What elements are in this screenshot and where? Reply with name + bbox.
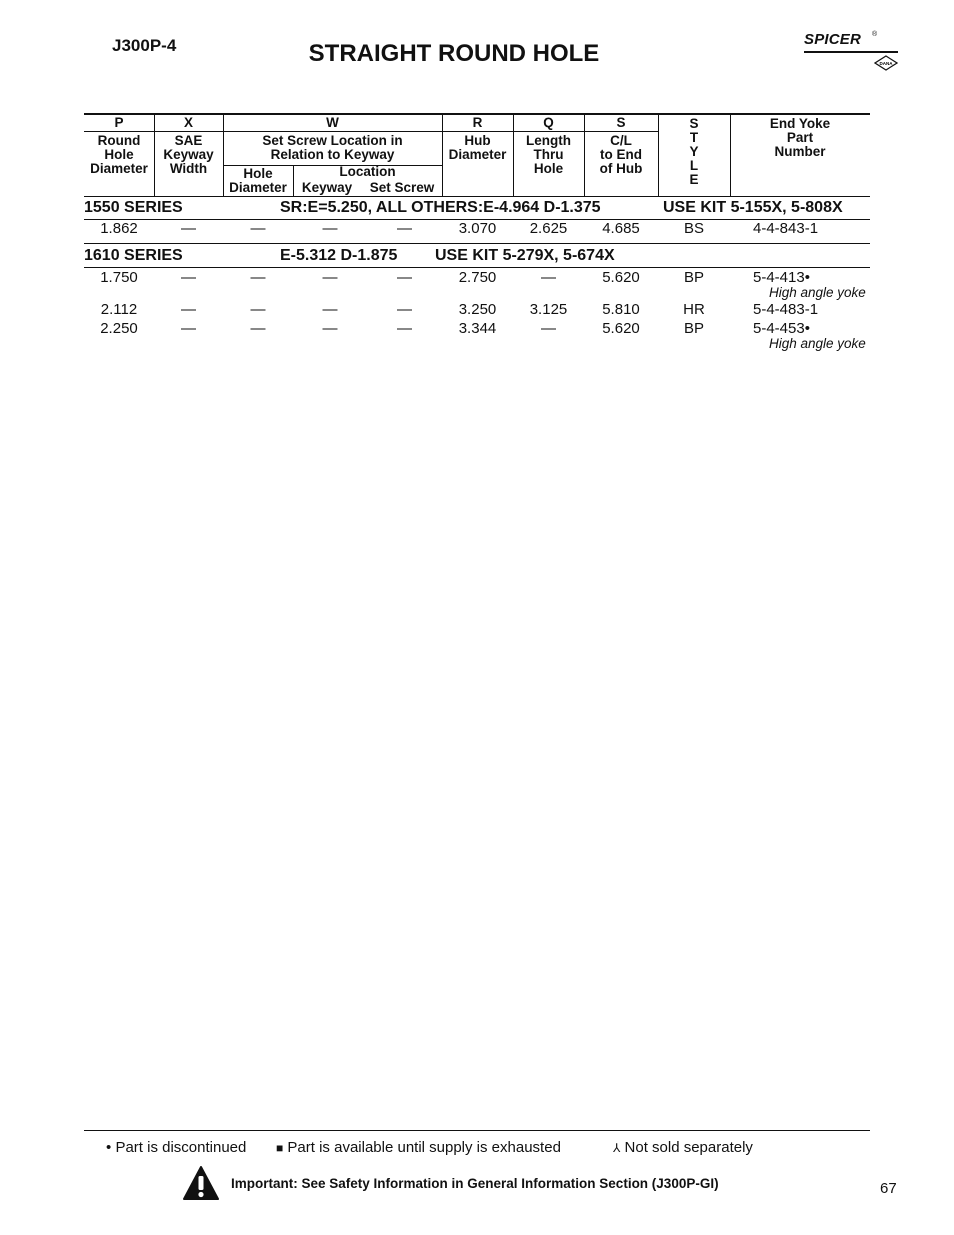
col-desc-q: Length Thru Hole <box>526 133 571 176</box>
logo-underline <box>804 51 898 53</box>
cell-part: 5-4-483-1 <box>753 301 819 318</box>
warning-triangle-icon <box>183 1165 219 1201</box>
col-desc-end-yoke: End Yoke Part Number <box>769 116 831 159</box>
col-desc-w-hole: Hole Diameter <box>229 166 287 195</box>
cell-part: 4-4-843-1 <box>753 220 819 237</box>
legend-not-sold <box>613 1139 753 1156</box>
col-letter-w: W <box>326 115 339 130</box>
series-name: 1550 SERIES <box>84 199 183 216</box>
document-code: J300P-4 <box>112 36 177 55</box>
cell-s: 5.620 <box>602 269 640 286</box>
cell-x: — <box>181 220 196 237</box>
col-desc-w-keyway: Keyway <box>301 180 353 195</box>
cell-q: — <box>541 269 556 286</box>
series-kit: USE KIT 5-279X, 5-674X <box>435 247 615 264</box>
cell-q: 2.625 <box>529 220 568 237</box>
legend-text: Not sold separately <box>624 1139 753 1156</box>
cell-p: 1.750 <box>100 269 138 286</box>
cell-part: 5-4-453• <box>753 320 810 337</box>
page-number: 67 <box>880 1180 897 1197</box>
logo-registered: ® <box>872 31 878 38</box>
cell-style: BP <box>683 269 704 286</box>
cell-part: 5-4-413• <box>753 269 810 286</box>
cell-style: HR <box>683 301 705 318</box>
cell-s: 4.685 <box>602 220 640 237</box>
cell-w-hole: — <box>250 269 266 286</box>
table-row <box>84 321 870 353</box>
cell-w-hole: — <box>250 301 266 318</box>
important-notice: Important: See Safety Information in General Information Section (J300P-GI) <box>231 1176 719 1191</box>
bullet-symbol: • <box>106 1139 112 1156</box>
cell-p: 1.862 <box>100 220 138 237</box>
cell-w-keyway: — <box>322 220 338 237</box>
col-letter-q: Q <box>543 115 554 130</box>
dana-diamond-icon <box>874 55 898 71</box>
table-row <box>84 302 870 320</box>
table-header <box>84 113 870 197</box>
col-desc-x: SAE Keyway Width <box>163 133 214 176</box>
col-letter-x: X <box>183 115 193 130</box>
cell-x: — <box>181 269 196 286</box>
series-spec: E-5.312 D-1.875 <box>280 247 398 264</box>
cell-w-hole: — <box>250 320 266 337</box>
cell-w-setscrew: — <box>397 269 412 286</box>
cell-w-setscrew: — <box>397 320 412 337</box>
cell-w-setscrew: — <box>397 220 412 237</box>
cell-q: 3.125 <box>529 301 568 318</box>
cell-r: 3.070 <box>458 220 497 237</box>
series-name: 1610 SERIES <box>84 247 183 264</box>
col-desc-style: S T Y L E <box>689 116 699 187</box>
cell-r: 3.344 <box>458 320 497 337</box>
cell-note: High angle yoke <box>769 285 866 300</box>
col-desc-r: Hub Diameter <box>448 133 507 162</box>
cell-x: — <box>181 301 196 318</box>
cell-q: — <box>541 320 556 337</box>
cell-style: BP <box>683 320 704 337</box>
col-letter-r: R <box>472 115 483 130</box>
cell-p: 2.112 <box>100 301 138 318</box>
page-title: STRAIGHT ROUND HOLE <box>308 40 600 67</box>
col-desc-w-setscrew: Set Screw <box>369 180 435 195</box>
cell-r: 2.750 <box>458 269 497 286</box>
footer-rule <box>84 1130 870 1131</box>
legend-text: Part is available until supply is exhausted <box>287 1139 561 1156</box>
square-symbol: ■ <box>276 1141 284 1155</box>
not-sold-symbol: ⅄ <box>613 1141 621 1155</box>
cell-s: 5.620 <box>602 320 640 337</box>
col-letter-s: S <box>616 115 626 130</box>
cell-x: — <box>181 320 196 337</box>
cell-w-keyway: — <box>322 301 338 318</box>
cell-note: High angle yoke <box>769 336 866 351</box>
cell-s: 5.810 <box>602 301 640 318</box>
cell-style: BS <box>683 220 704 237</box>
series-kit: USE KIT 5-155X, 5-808X <box>663 199 843 216</box>
cell-w-keyway: — <box>322 269 338 286</box>
logo-sub: DANA <box>879 61 893 66</box>
spicer-logo <box>804 31 900 75</box>
logo-text: SPICER <box>804 31 862 48</box>
cell-p: 2.250 <box>100 320 138 337</box>
col-desc-s: C/L to End of Hub <box>599 133 643 176</box>
table-row <box>84 270 870 302</box>
col-desc-p: Round Hole Diameter <box>90 133 148 176</box>
cell-w-keyway: — <box>322 320 338 337</box>
legend-text: Part is discontinued <box>115 1139 247 1156</box>
col-desc-w: Set Screw Location in Relation to Keyway <box>262 133 403 162</box>
col-desc-w-location: Location <box>339 164 396 179</box>
series-spec: SR:E=5.250, ALL OTHERS:E-4.964 D-1.375 <box>280 199 601 216</box>
table-row <box>84 221 870 241</box>
cell-r: 3.250 <box>458 301 497 318</box>
cell-w-hole: — <box>250 220 266 237</box>
cell-w-setscrew: — <box>397 301 412 318</box>
legend-discontinued <box>106 1139 246 1156</box>
col-letter-p: P <box>114 115 124 130</box>
legend-supply <box>276 1139 561 1156</box>
